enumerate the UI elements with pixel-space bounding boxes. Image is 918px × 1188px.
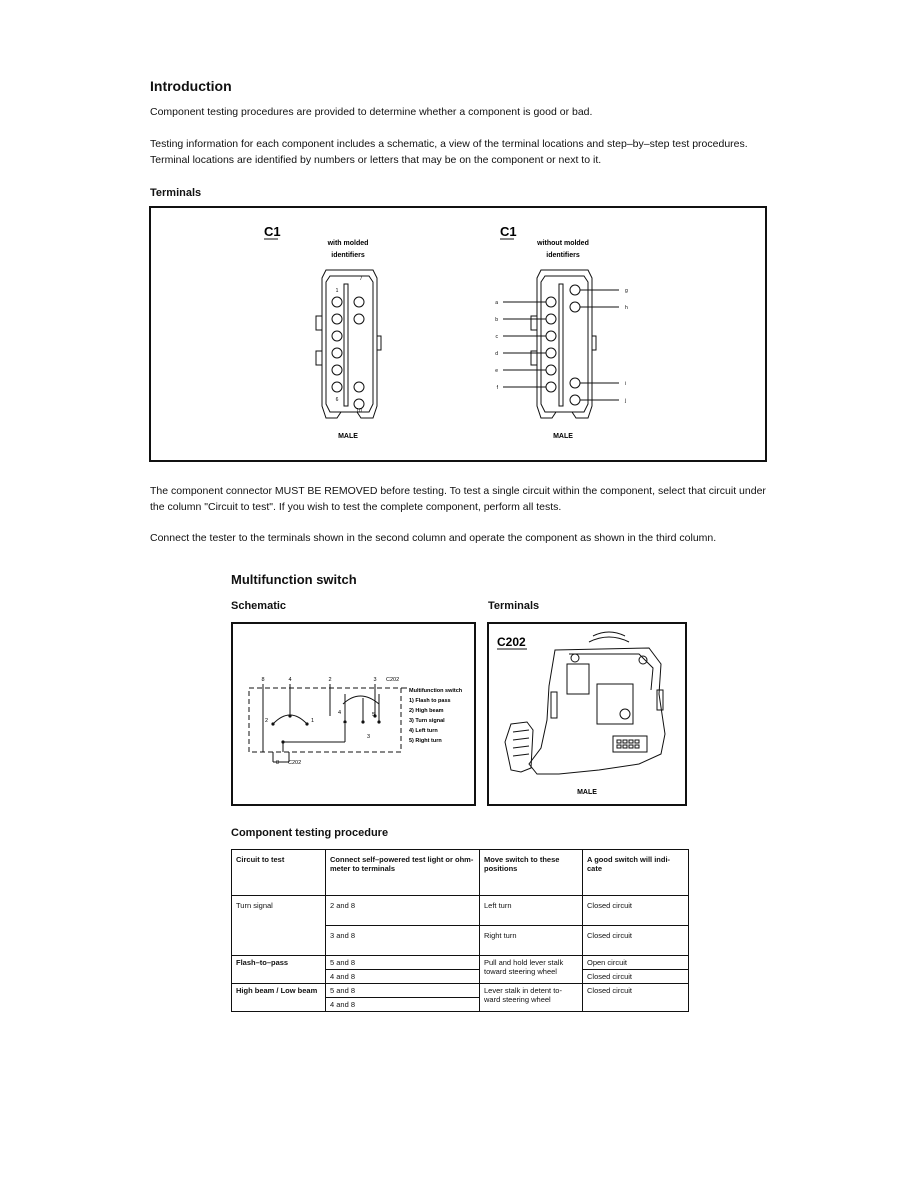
schematic-top-2: 2	[328, 677, 332, 683]
schematic-bottom-8: 8	[275, 760, 279, 766]
circuit-cell: Turn signal	[232, 896, 326, 956]
legend-item-4: 4) Left turn	[409, 728, 438, 734]
terminals-heading: Terminals	[150, 187, 202, 199]
schematic-figure	[231, 622, 476, 806]
right-male-label: MALE	[553, 433, 573, 440]
schematic-inner-5: 5	[372, 712, 376, 718]
result-cell: Closed circuit	[583, 896, 689, 926]
schematic-top-3: 3	[373, 677, 377, 683]
legend-title: Multifunction switch	[409, 688, 463, 694]
legend-item-2: 2) High beam	[409, 708, 444, 714]
left-male-label: MALE	[338, 433, 358, 440]
switch-connector-label: C202	[497, 635, 526, 649]
connect-note: Connect the tester to the terminals shown in the second column and operate the component as shown in the third column.	[150, 532, 717, 544]
legend-item-1: 1) Flash to pass	[409, 698, 451, 704]
left-pin-7: 7	[359, 276, 363, 282]
left-pin-1: 1	[335, 288, 339, 294]
schematic-top-8: 8	[261, 677, 265, 683]
position-cell: Right turn	[480, 926, 583, 956]
terminals-cell: 2 and 8	[326, 896, 480, 926]
right-letter-b: b	[495, 317, 498, 323]
page-title: Introduction	[150, 78, 232, 94]
column-header: Circuit to test	[232, 850, 326, 896]
right-letter-a: a	[495, 300, 498, 306]
result-cell: Open circuit	[583, 956, 689, 970]
schematic-top-4: 4	[288, 677, 292, 683]
result-cell: Closed circuit	[583, 970, 689, 984]
left-connector-label: C1	[264, 224, 281, 239]
table-row	[232, 896, 689, 926]
left-connector-drawing	[316, 270, 381, 418]
terminals-cell: 3 and 8	[326, 926, 480, 956]
terminals-cell: 4 and 8	[326, 970, 480, 984]
legend-item-3: 3) Turn signal	[409, 718, 445, 724]
terminals-cell: 5 and 8	[326, 984, 480, 998]
circuit-cell: High beam / Low beam	[232, 984, 326, 1012]
right-letter-h: h	[625, 305, 628, 311]
left-pin-10: 10	[356, 408, 362, 414]
terminals-cell: 4 and 8	[326, 998, 480, 1012]
removal-note: The component connector MUST BE REMOVED before testing. To test a single circuit within the component, select that circuit under the column "Circuit to test". If you wish to test the complete component, perform all tests.	[150, 485, 766, 513]
schematic-inner-1: 1	[311, 718, 315, 724]
schematic-inner-3: 3	[367, 734, 371, 740]
right-letter-j: j	[625, 398, 627, 404]
schematic-connector-bottom: C202	[288, 760, 302, 766]
right-caption-line1: without molded	[537, 240, 589, 247]
left-caption-line2: identifiers	[331, 252, 365, 259]
intro-paragraph-2: Testing information for each component includes a schematic, a view of the terminal locations and step–by–step test procedures. Terminal locations are identified by numbers or letters that may be on the component or next to it.	[150, 138, 748, 166]
column-header: Connect self–powered test light or ohm-meter to terminals	[326, 850, 480, 896]
position-cell: Left turn	[480, 896, 583, 926]
schematic-inner-2: 2	[264, 718, 268, 724]
right-letter-i: i	[625, 381, 627, 387]
right-letter-g: g	[625, 288, 628, 294]
table-row	[232, 984, 689, 998]
switch-terminal-figure	[487, 622, 687, 806]
legend-item-5: 5) Right turn	[409, 738, 442, 744]
column-header: A good switch will indi-cate	[583, 850, 689, 896]
column-header: Move switch to these positions	[480, 850, 583, 896]
result-cell: Closed circuit	[583, 984, 689, 1012]
switch-male-label: MALE	[577, 789, 597, 796]
position-cell: Pull and hold lever stalk toward steering wheel	[480, 956, 583, 984]
intro-paragraph-1: Component testing procedures are provided to determine whether a component is good or bad.	[150, 106, 593, 118]
terminals-view-heading: Terminals	[488, 600, 540, 612]
right-letter-e: e	[495, 368, 498, 374]
right-connector-label: C1	[500, 224, 517, 239]
table-header-row	[232, 850, 689, 896]
right-connector-drawing	[503, 270, 619, 418]
table-row	[232, 956, 689, 970]
terminals-cell: 5 and 8	[326, 956, 480, 970]
left-pin-6: 6	[335, 397, 339, 403]
result-cell: Closed circuit	[583, 926, 689, 956]
terminals-figure	[149, 206, 767, 462]
right-letter-f: f	[496, 385, 498, 391]
schematic-heading: Schematic	[231, 600, 287, 612]
schematic-connector-top: C202	[386, 677, 400, 683]
procedure-table	[231, 849, 689, 1012]
circuit-cell: Flash–to–pass	[232, 956, 326, 984]
multifunction-title: Multifunction switch	[231, 572, 357, 587]
switch-housing-drawing	[505, 632, 665, 774]
right-letter-c: c	[495, 334, 498, 340]
left-caption-line1: with molded	[327, 240, 369, 247]
position-cell: Lever stalk in detent to-ward steering wheel	[480, 984, 583, 1012]
procedure-heading: Component testing procedure	[231, 827, 389, 839]
right-caption-line2: identifiers	[546, 252, 580, 259]
schematic-inner-4: 4	[337, 710, 341, 716]
right-letter-d: d	[495, 351, 498, 357]
